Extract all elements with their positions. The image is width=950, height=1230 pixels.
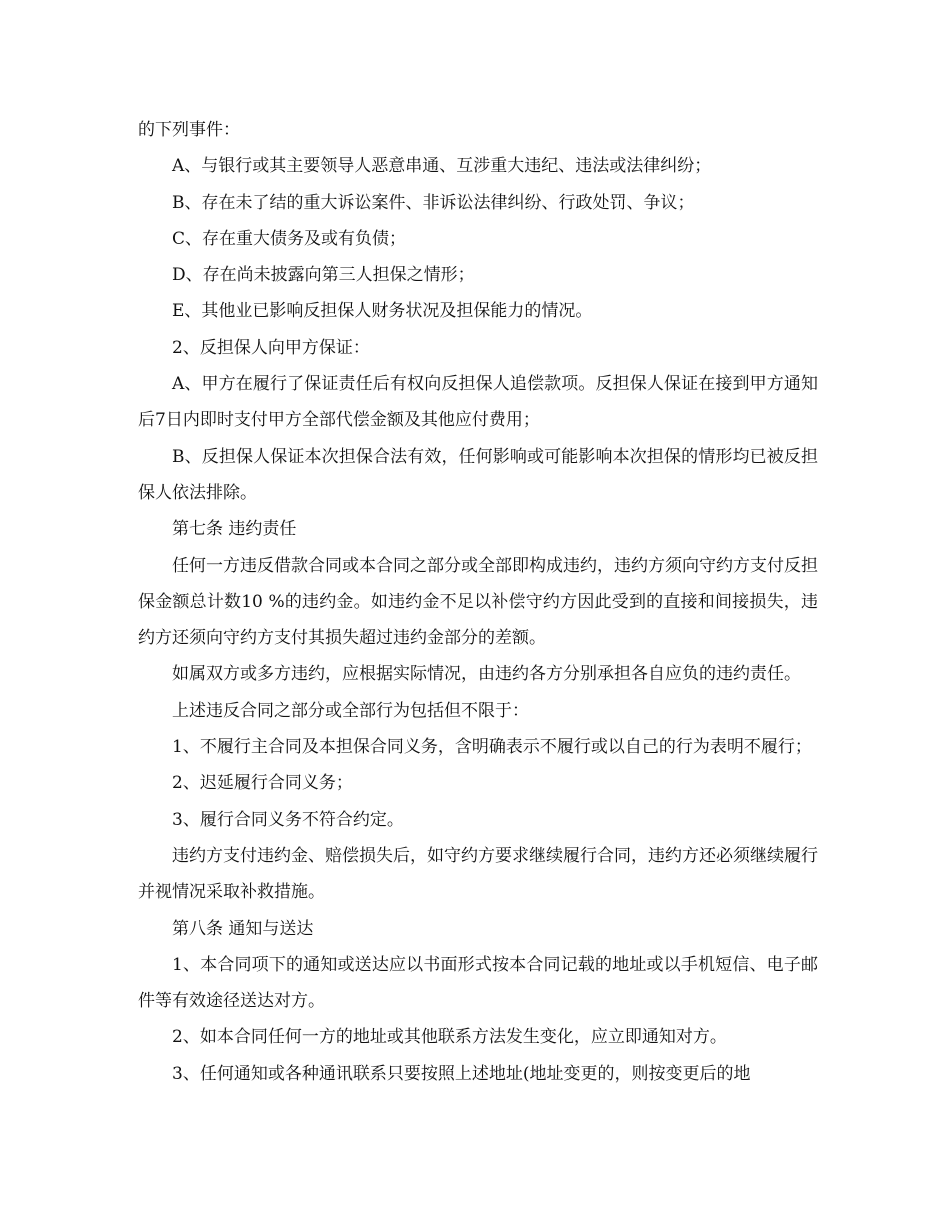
list-item: C、存在重大债务及或有负债； (172, 228, 407, 249)
document-body (138, 112, 818, 1092)
list-item: A、甲方在履行了保证责任后有权向反担保人追偿款项。反担保人保证在接到甲方通知后7日内即时支付甲方全部代偿金额及其他应付费用； (138, 374, 818, 431)
list-item: E、其他业已影响反担保人财务状况及担保能力的情况。 (172, 301, 593, 322)
paragraph: 任何一方违反借款合同或本合同之部分或全部即构成违约，违约方须向守约方支付反担保金额总计数10 %的违约金。如违约金不足以补偿守约方因此受到的直接和间接损失，违约方还须向守约方支付其损失超过违约金部分的差额。 (138, 555, 818, 649)
paragraph: 的下列事件： (138, 120, 240, 140)
list-item: D、存在尚未披露向第三人担保之情形； (172, 265, 475, 286)
paragraph: 如属双方或多方违约，应根据实际情况，由违约各方分别承担各自应负的违约责任。 (172, 664, 801, 685)
list-item: 1、不履行主合同及本担保合同义务，含明确表示不履行或以自己的行为表明不履行； (172, 737, 812, 758)
paragraph: 违约方支付违约金、赔偿损失后，如守约方要求继续履行合同，违约方还必须继续履行并视情况采取补救措施。 (138, 845, 818, 903)
section-heading: 第八条 通知与送达 (172, 918, 314, 939)
paragraph: 2、反担保人向甲方保证： (172, 337, 370, 358)
list-item: B、存在未了结的重大诉讼案件、非诉讼法律纠纷、行政处罚、争议； (172, 192, 695, 213)
list-item: B、反担保人保证本次担保合法有效，任何影响或可能影响本次担保的情形均已被反担保人依法排除。 (138, 446, 818, 503)
list-item: 2、迟延履行合同义务； (172, 773, 353, 794)
list-item: 3、任何通知或各种通讯联系只要按照上述地址(地址变更的，则按变更后的地 (172, 1063, 751, 1084)
list-item: 3、履行合同义务不符合约定。 (172, 809, 404, 830)
list-item: A、与银行或其主要领导人恶意串通、互涉重大违纪、违法或法律纠纷； (172, 156, 712, 177)
paragraph: 上述违反合同之部分或全部行为包括但不限于： (172, 700, 529, 721)
section-heading: 第七条 违约责任 (172, 519, 297, 540)
list-item: 1、本合同项下的通知或送达应以书面形式按本合同记载的地址或以手机短信、电子邮件等有效途径送达对方。 (138, 954, 818, 1012)
list-item: 2、如本合同任何一方的地址或其他联系方法发生变化，应立即通知对方。 (172, 1027, 727, 1048)
